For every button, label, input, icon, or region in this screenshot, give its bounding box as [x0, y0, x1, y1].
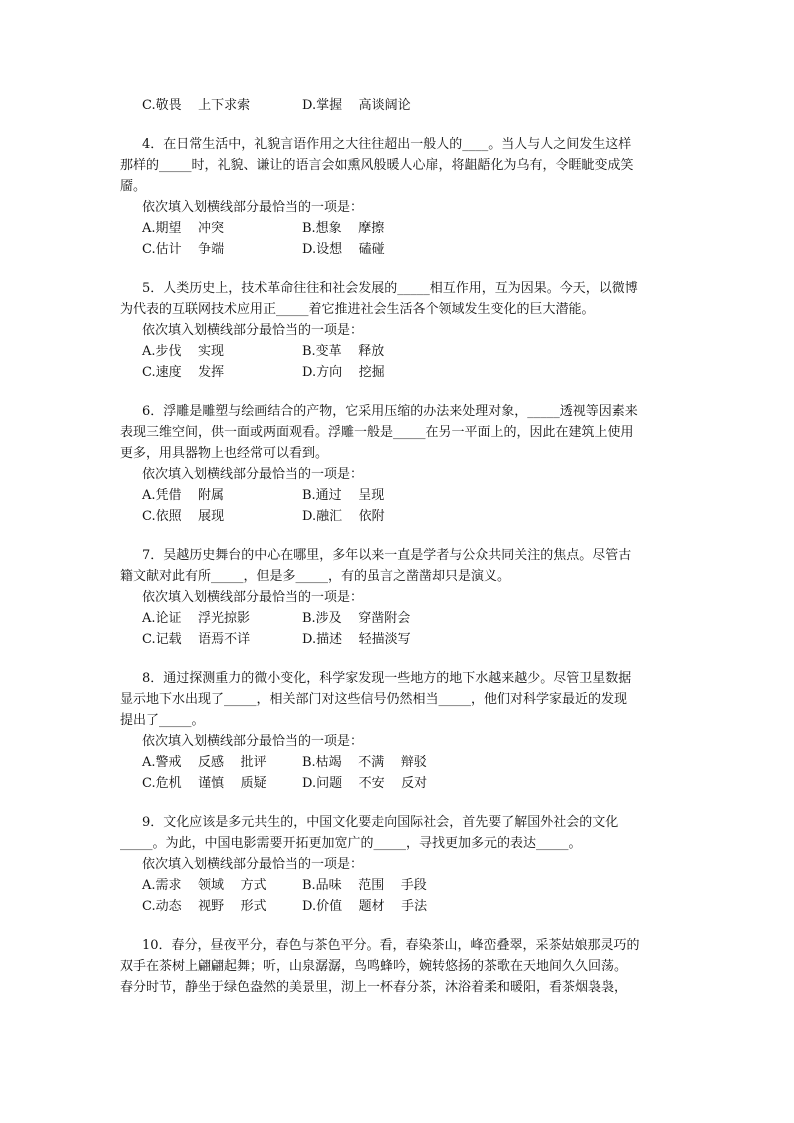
answer-options — [120, 341, 680, 383]
question-prompt: 依次填入划横线部分最恰当的一项是： — [142, 857, 364, 872]
question-text-line: 更多，用具器物上也经常可以看到。 — [120, 446, 329, 461]
answer-option: B.品味 范围 手段 — [302, 878, 427, 893]
question-block — [120, 134, 680, 260]
option-d: D.掌握 高谈阔论 — [302, 98, 411, 113]
question-block — [120, 668, 680, 794]
answer-option: B.变革 释放 — [302, 344, 385, 359]
question-text-line: 靥。 — [120, 179, 147, 194]
answer-option: C.依照 展现 — [142, 509, 225, 524]
question-block — [120, 401, 680, 527]
question-block — [120, 812, 680, 917]
question-text-line: 10．春分，昼夜平分，春色与茶色平分。看，春染茶山，峰峦叠翠，采茶姑娘那灵巧的 — [142, 938, 640, 953]
question-text-line: 8．通过探测重力的微小变化，科学家发现一些地方的地下水越来越少。尽管卫星数据 — [142, 671, 632, 686]
answer-option: C.估计 争端 — [142, 242, 225, 257]
answer-options — [120, 875, 680, 917]
answer-options — [120, 608, 680, 650]
answer-option: A.凭借 附属 — [142, 488, 225, 503]
question-list — [120, 134, 680, 998]
question-text-line: 6．浮雕是雕塑与绘画结合的产物，它采用压缩的办法来处理对象，_____透视等因素来 — [142, 404, 638, 419]
question-block — [120, 545, 680, 650]
question-prompt: 依次填入划横线部分最恰当的一项是： — [142, 734, 364, 749]
question-text-line: _____。为此，中国电影需要开拓更加宽广的_____，寻找更加多元的表达_____。 — [120, 836, 582, 851]
answer-options — [120, 485, 680, 527]
question-prompt: 依次填入划横线部分最恰当的一项是： — [142, 467, 364, 482]
question-text-line: 籍文献对此有所_____，但是多_____，有的虽言之凿凿却只是演义。 — [120, 569, 511, 584]
answer-option: C.动态 视野 形式 — [142, 899, 267, 914]
answer-option: C.速度 发挥 — [142, 365, 225, 380]
answer-options — [120, 752, 680, 794]
question-text-line: 7．吴越历史舞台的中心在哪里，多年以来一直是学者与公众共同关注的焦点。尽管古 — [142, 548, 632, 563]
question-prompt: 依次填入划横线部分最恰当的一项是： — [142, 323, 364, 338]
answer-option: D.设想 磕碰 — [302, 242, 385, 257]
question-block — [120, 935, 680, 998]
answer-option: D.问题 不安 反对 — [302, 776, 428, 791]
question-text-line: 为代表的互联网技术应用正_____着它推进社会生活各个领域发生变化的巨大潜能。 — [120, 302, 595, 317]
question-text-line: 提出了_____。 — [120, 713, 205, 728]
answer-option: A.期望 冲突 — [142, 221, 225, 236]
question-text-line: 表现三维空间，供一面或两面观看。浮雕一般是_____在另一平面上的，因此在建筑上使用 — [120, 425, 634, 440]
answer-option: C.记载 语焉不详 — [142, 632, 251, 647]
answer-option: A.论证 浮光掠影 — [142, 611, 251, 626]
option-c: C.敬畏 上下求索 — [142, 98, 251, 113]
question-prompt: 依次填入划横线部分最恰当的一项是： — [142, 590, 364, 605]
question-block — [120, 278, 680, 383]
question-text-line: 9．文化应该是多元共生的，中国文化要走向国际社会，首先要了解国外社会的文化 — [142, 815, 619, 830]
question-text-line: 4．在日常生活中，礼貌言语作用之大往往超出一般人的____。当人与人之间发生这样 — [142, 137, 632, 152]
question-text-line: 显示地下水出现了_____，相关部门对这些信号仍然相当_____，他们对科学家最近的发现 — [120, 692, 628, 707]
answer-option: B.枯竭 不满 辩驳 — [302, 755, 427, 770]
answer-option: A.步伐 实现 — [142, 344, 225, 359]
answer-option: A.需求 领域 方式 — [142, 878, 267, 893]
answer-option: D.描述 轻描淡写 — [302, 632, 411, 647]
answer-option: B.通过 呈现 — [302, 488, 385, 503]
question-text-line: 那样的_____时，礼貌、谦让的语言会如熏风般暖人心扉，将龃龉化为乌有，令睚眦变成笑 — [120, 158, 634, 173]
answer-option: D.方向 挖掘 — [302, 365, 385, 380]
prev-question-options — [120, 95, 680, 116]
question-text-line: 双手在茶树上翩翩起舞；听，山泉潺潺，鸟鸣蜂吟，婉转悠扬的茶歌在天地间久久回荡。 — [120, 959, 628, 974]
answer-option: C.危机 谨慎 质疑 — [142, 776, 267, 791]
question-text-line: 春分时节，静坐于绿色盎然的美景里，沏上一杯春分茶，沐浴着柔和暖阳，看茶烟袅袅， — [120, 980, 628, 995]
answer-option: B.涉及 穿凿附会 — [302, 611, 411, 626]
exam-page — [120, 95, 680, 1016]
question-prompt: 依次填入划横线部分最恰当的一项是： — [142, 200, 364, 215]
answer-options — [120, 218, 680, 260]
answer-option: D.融汇 依附 — [302, 509, 385, 524]
answer-option: A.警戒 反感 批评 — [142, 755, 267, 770]
answer-option: D.价值 题材 手法 — [302, 899, 428, 914]
question-text-line: 5．人类历史上，技术革命往往和社会发展的_____相互作用，互为因果。今天，以微博 — [142, 281, 638, 296]
answer-option: B.想象 摩擦 — [302, 221, 385, 236]
